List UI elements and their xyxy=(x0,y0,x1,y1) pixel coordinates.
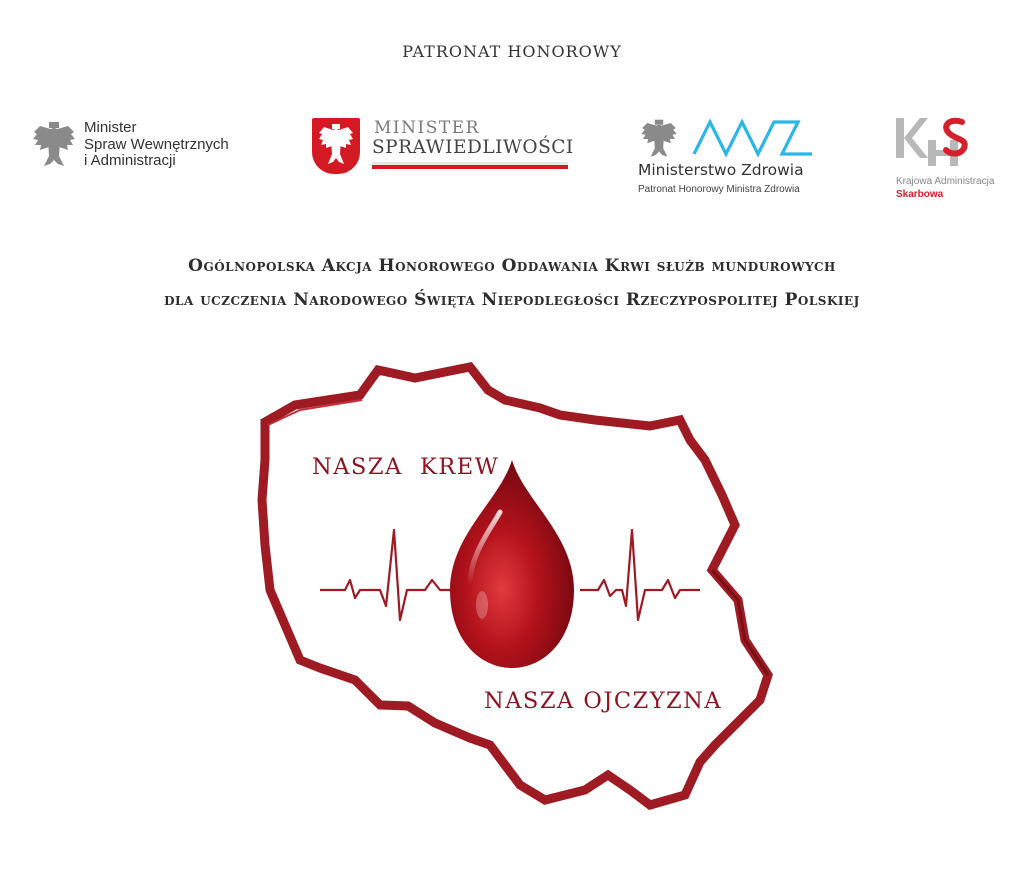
mswia-line-3: i Administracji xyxy=(84,152,176,169)
mswia-line-1: Minister xyxy=(84,119,137,136)
mz-subtitle: Patronat Honorowy Ministra Zdrowia xyxy=(638,184,800,195)
slogan-nasza-krew: NASZA KREW xyxy=(312,454,500,480)
mz-name: Ministerstwo Zdrowia xyxy=(638,161,804,179)
ms-line-1: MINISTER xyxy=(374,118,480,138)
ms-line-2: SPRAWIEDLIWOŚCI xyxy=(372,137,574,158)
slogan-nasza-ojczyzna: NASZA OJCZYZNA xyxy=(484,688,723,714)
campaign-title-line-1: Ogólnopolska Akcja Honorowego Oddawania Krwi służb mundurowych xyxy=(188,256,836,276)
kas-line-1: Krajowa Administracja xyxy=(896,176,995,187)
mswia-line-2: Spraw Wewnętrznych xyxy=(84,135,229,153)
campaign-title-line-2: dla uczczenia Narodowego Święta Niepodległości Rzeczypospolitej Polskiej xyxy=(164,290,860,310)
patronat-heading: PATRONAT HONOROWY xyxy=(402,42,622,61)
kas-line-2: Skarbowa xyxy=(896,189,944,200)
blood-drop-icon xyxy=(450,460,574,668)
